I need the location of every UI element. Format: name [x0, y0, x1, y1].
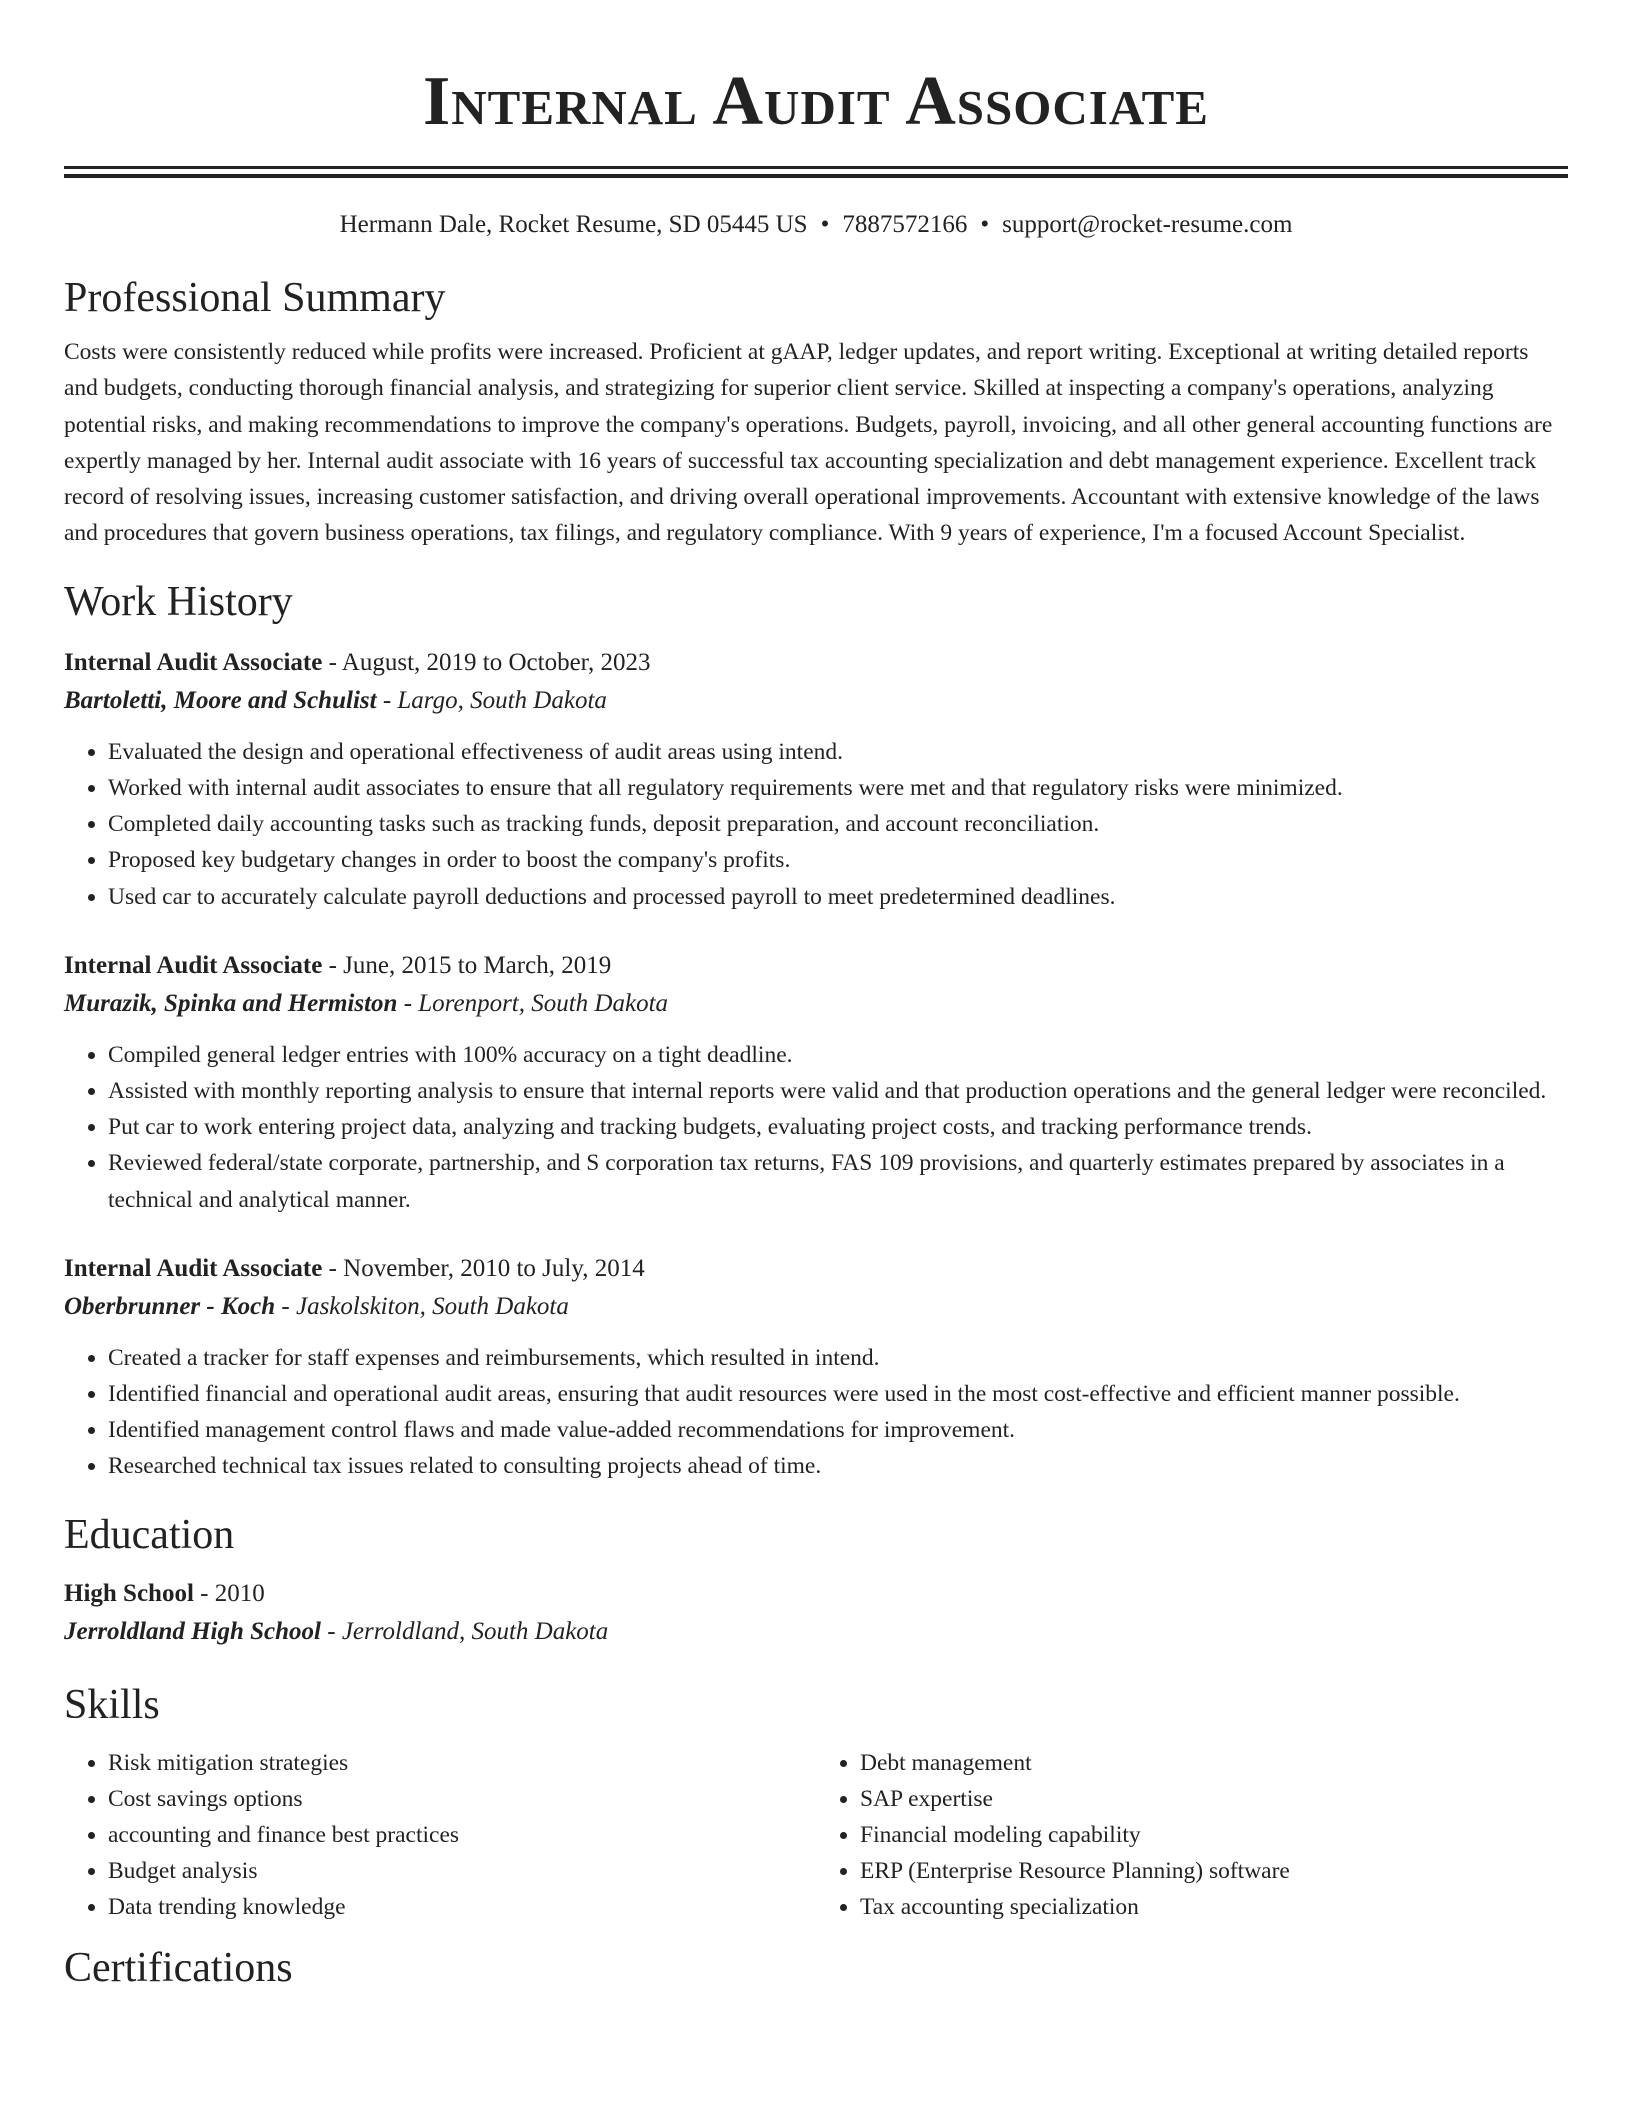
job-company: Bartoletti, Moore and Schulist	[64, 686, 377, 714]
job-bullets	[64, 1340, 1568, 1485]
job-dates: - November, 2010 to July, 2014	[322, 1254, 645, 1282]
job-entry	[64, 644, 1568, 915]
resume-title: Internal Audit Associate	[423, 63, 1209, 140]
education-location: - Jerroldland, South Dakota	[321, 1617, 609, 1645]
education-heading: Education	[64, 1511, 235, 1558]
job-company: Murazik, Spinka and Hermiston	[64, 989, 398, 1017]
job-location: - Lorenport, South Dakota	[397, 989, 669, 1017]
list-item: • SAP expertise	[860, 1781, 1568, 1817]
job-header	[64, 644, 1568, 682]
contact-line	[64, 208, 1568, 242]
list-item: • Created a tracker for staff expenses and reimbursements, which resulted in intend.	[108, 1340, 1568, 1376]
job-header	[64, 1250, 1568, 1288]
education-degree: High School	[64, 1579, 194, 1607]
list-item: • Assisted with monthly reporting analysis to ensure that internal reports were valid and that production operations and the general ledger were reconciled.	[108, 1073, 1568, 1109]
certifications-section	[64, 1942, 1568, 1994]
list-item: • Cost savings options	[108, 1781, 816, 1817]
list-item: • Worked with internal audit associates to ensure that all regulatory requirements were met and that regulatory risks were minimized.	[108, 770, 1568, 806]
education-school: Jerroldland High School	[64, 1617, 321, 1645]
job-entry	[64, 1250, 1568, 1485]
list-item: • Compiled general ledger entries with 100% accuracy on a tight deadline.	[108, 1037, 1568, 1073]
list-item: • ERP (Enterprise Resource Planning) software	[860, 1853, 1568, 1889]
work-history-heading: Work History	[64, 578, 293, 625]
list-item: • Evaluated the design and operational effectiveness of audit areas using intend.	[108, 734, 1568, 770]
skills-column-right	[816, 1745, 1568, 1926]
job-role: Internal Audit Associate	[64, 951, 323, 979]
skills-section	[64, 1679, 1568, 1926]
job-location: - Jaskolskiton, South Dakota	[275, 1292, 569, 1320]
summary-text: Costs were consistently reduced while profits were increased. Proficient at gAAP, ledger updates, and report writing. Exceptional at writing detailed reports and budgets, conducting thorough financial analysis, and strategizing for superior client service. Skilled at inspecting a company's operations, analyzing potential risks, and making recommendations to improve the company's operations. Budgets, payroll, invoicing, and all other general accounting functions are expertly managed by her. Internal audit associate with 16 years of successful tax accounting specialization and debt management experience. Excellent track record of resolving issues, increasing customer satisfaction, and driving overall operational improvements. Accountant with extensive knowledge of the laws and procedures that govern business operations, tax filings, and regulatory compliance. With 9 years of experience, I'm a focused Account Specialist.	[64, 339, 1553, 547]
contact-separator: •	[820, 211, 830, 238]
education-header	[64, 1575, 1568, 1613]
job-bullets	[64, 734, 1568, 915]
title-divider	[64, 166, 1568, 178]
list-item: • Financial modeling capability	[860, 1817, 1568, 1853]
summary-heading: Professional Summary	[64, 275, 446, 321]
skills-column-left	[64, 1745, 816, 1926]
certifications-heading: Certifications	[64, 1944, 293, 1991]
list-item: • Identified management control flaws and made value-added recommendations for improvement.	[108, 1412, 1568, 1448]
list-item: • Reviewed federal/state corporate, partnership, and S corporation tax returns, FAS 109 provisions, and quarterly estimates prepared by associates in a technical and analytical manner.	[108, 1145, 1568, 1217]
job-bullets	[64, 1037, 1568, 1218]
job-role: Internal Audit Associate	[64, 1254, 323, 1282]
list-item: • Proposed key budgetary changes in order to boost the company's profits.	[108, 842, 1568, 878]
job-employer	[64, 985, 1568, 1023]
job-entry	[64, 947, 1568, 1218]
education-school-line	[64, 1613, 1568, 1651]
list-item: • Risk mitigation strategies	[108, 1745, 816, 1781]
job-dates: - June, 2015 to March, 2019	[322, 951, 612, 979]
list-item: • Data trending knowledge	[108, 1889, 816, 1925]
skills-heading: Skills	[64, 1681, 160, 1728]
list-item: • Researched technical tax issues related to consulting projects ahead of time.	[108, 1448, 1568, 1484]
job-role: Internal Audit Associate	[64, 648, 323, 676]
summary-section	[64, 272, 1568, 552]
contact-email[interactable]: support@rocket-resume.com	[1002, 211, 1293, 238]
work-history-section	[64, 576, 1568, 1485]
list-item: • Budget analysis	[108, 1853, 816, 1889]
list-item: • Completed daily accounting tasks such as tracking funds, deposit preparation, and account reconciliation.	[108, 806, 1568, 842]
list-item: • Put car to work entering project data, analyzing and tracking budgets, evaluating project costs, and tracking performance trends.	[108, 1109, 1568, 1145]
job-dates: - August, 2019 to October, 2023	[322, 648, 651, 676]
list-item: • Identified financial and operational audit areas, ensuring that audit resources were used in the most cost-effective and efficient manner possible.	[108, 1376, 1568, 1412]
job-employer	[64, 1288, 1568, 1326]
job-header	[64, 947, 1568, 985]
education-entry	[64, 1575, 1568, 1651]
contact-address: Hermann Dale, Rocket Resume, SD 05445 US	[339, 211, 808, 238]
list-item: • Debt management	[860, 1745, 1568, 1781]
list-item: • accounting and finance best practices	[108, 1817, 816, 1853]
job-employer	[64, 682, 1568, 720]
list-item: • Used car to accurately calculate payroll deductions and processed payroll to meet predetermined deadlines.	[108, 879, 1568, 915]
job-company: Oberbrunner - Koch	[64, 1292, 276, 1320]
contact-separator: •	[980, 211, 990, 238]
job-location: - Largo, South Dakota	[376, 686, 607, 714]
contact-phone[interactable]: 7887572166	[842, 211, 968, 238]
skills-grid	[64, 1745, 1568, 1926]
education-section	[64, 1509, 1568, 1651]
list-item: • Tax accounting specialization	[860, 1889, 1568, 1925]
education-year: - 2010	[193, 1579, 265, 1607]
